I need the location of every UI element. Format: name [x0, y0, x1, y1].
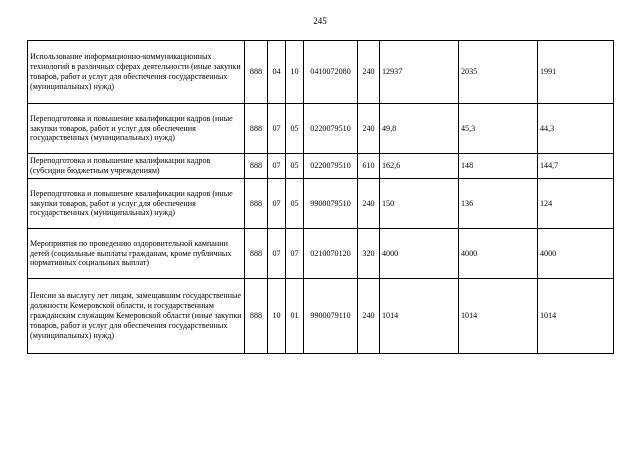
amount-year-1: 12937 — [380, 41, 459, 104]
budget-table — [27, 40, 614, 354]
amount-year-3: 4000 — [538, 229, 614, 279]
amount-year-2: 1014 — [459, 279, 538, 354]
subsection-code: 10 — [286, 41, 304, 104]
row-description: Пенсии за выслугу лет лицам, замещавшим государственные должности Кемеровской области, и государственным гражданским служащим Кемеровской области (иные закупки товаров, работ и услуг для обеспечения государственных (муниципальных) нужд) — [28, 279, 245, 354]
ministry-code: 888 — [245, 41, 268, 104]
amount-year-3: 144,7 — [538, 154, 614, 179]
section-code: 07 — [268, 229, 286, 279]
amount-year-2: 45,3 — [459, 104, 538, 154]
ministry-code: 888 — [245, 104, 268, 154]
row-description: Мероприятия по проведению оздоровительной кампании детей (социальные выплаты гражданам, кроме публичных нормативных социальных выплат) — [28, 229, 245, 279]
subsection-code: 01 — [286, 279, 304, 354]
row-description: Переподготовка и повышение квалификации кадров (иные закупки товаров, работ и услуг для обеспечения государственных (муниципальных) нужд) — [28, 179, 245, 229]
subsection-code: 07 — [286, 229, 304, 279]
table-row — [28, 179, 614, 229]
expense-type-code: 240 — [358, 179, 380, 229]
amount-year-3: 124 — [538, 179, 614, 229]
table-row — [28, 154, 614, 179]
row-description: Переподготовка и повышение квалификации кадров (субсидии бюджетным учреждениям) — [28, 154, 245, 179]
expense-type-code: 610 — [358, 154, 380, 179]
table-body — [28, 41, 614, 354]
amount-year-2: 136 — [459, 179, 538, 229]
amount-year-3: 44,3 — [538, 104, 614, 154]
amount-year-2: 148 — [459, 154, 538, 179]
ministry-code: 888 — [245, 154, 268, 179]
row-description: Использование информационно-коммуникационных технологий в различных сферах деятельности (иные закупки товаров, работ и услуг для обеспечения государственных (муниципальных) нужд) — [28, 41, 245, 104]
table-row — [28, 104, 614, 154]
amount-year-1: 162,6 — [380, 154, 459, 179]
target-article-code: 0220079510 — [304, 154, 358, 179]
amount-year-1: 150 — [380, 179, 459, 229]
expense-type-code: 240 — [358, 104, 380, 154]
ministry-code: 888 — [245, 279, 268, 354]
expense-type-code: 240 — [358, 279, 380, 354]
ministry-code: 888 — [245, 229, 268, 279]
target-article-code: 0220079510 — [304, 104, 358, 154]
amount-year-1: 1014 — [380, 279, 459, 354]
amount-year-1: 49,8 — [380, 104, 459, 154]
section-code: 07 — [268, 104, 286, 154]
amount-year-3: 1991 — [538, 41, 614, 104]
subsection-code: 05 — [286, 179, 304, 229]
page-number: 245 — [313, 16, 327, 26]
row-description: Переподготовка и повышение квалификации кадров (иные закупки товаров, работ и услуг для обеспечения государственных (муниципальных) нужд) — [28, 104, 245, 154]
target-article-code: 9900079510 — [304, 179, 358, 229]
expense-type-code: 240 — [358, 41, 380, 104]
section-code: 04 — [268, 41, 286, 104]
subsection-code: 05 — [286, 104, 304, 154]
section-code: 10 — [268, 279, 286, 354]
table-row — [28, 41, 614, 104]
section-code: 07 — [268, 179, 286, 229]
target-article-code: 0410072080 — [304, 41, 358, 104]
target-article-code: 0210070120 — [304, 229, 358, 279]
table-row — [28, 229, 614, 279]
section-code: 07 — [268, 154, 286, 179]
amount-year-1: 4000 — [380, 229, 459, 279]
target-article-code: 9900079110 — [304, 279, 358, 354]
amount-year-2: 2035 — [459, 41, 538, 104]
ministry-code: 888 — [245, 179, 268, 229]
table-row — [28, 279, 614, 354]
amount-year-3: 1014 — [538, 279, 614, 354]
amount-year-2: 4000 — [459, 229, 538, 279]
expense-type-code: 320 — [358, 229, 380, 279]
subsection-code: 05 — [286, 154, 304, 179]
